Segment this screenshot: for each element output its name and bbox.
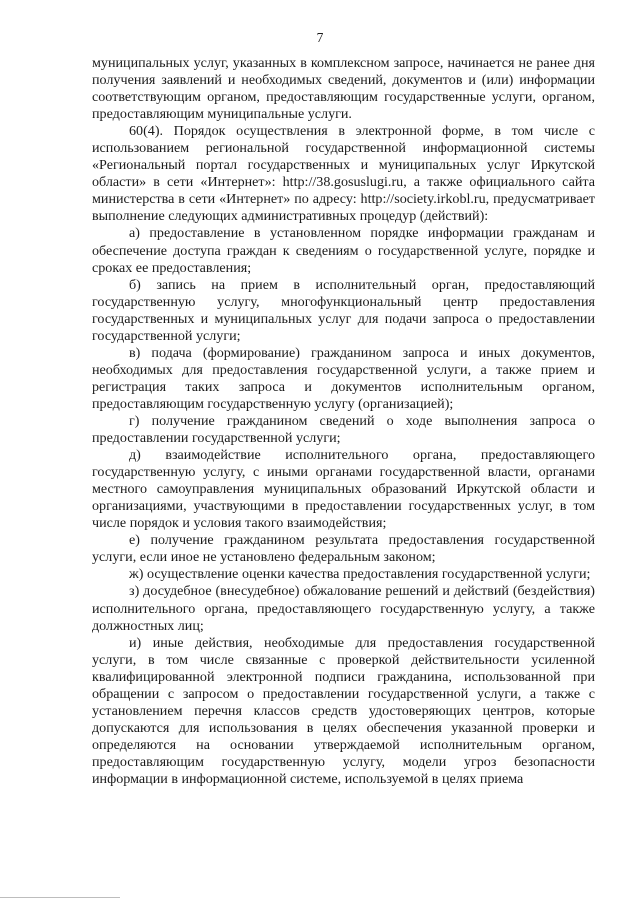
list-item-a: а) предоставление в установленном порядке информации гражданам и обеспечение доступа граждан к сведениям о государственной услуге, порядке и сроках ее предоставления; [92,225,595,276]
list-item-v: в) подача (формирование) гражданином запроса и иных документов, необходимых для предоставления государственной услуги, а также прием и регистрация таких запроса и документов исполнительным органом, предоставляющим государственную услугу (организацией); [92,344,595,412]
list-item-b: б) запись на прием в исполнительный орган, предоставляющий государственную услугу, многофункциональный центр предоставления государственных и муниципальных услуг для подачи запроса о предоставлении государственной услуги; [92,276,595,344]
list-item-g: г) получение гражданином сведений о ходе выполнения запроса о предоставлении государственной услуги; [92,412,595,447]
list-item-zh: ж) осуществление оценки качества предоставления государственной услуги; [129,566,591,583]
list-item-z: з) досудебное (внесудебное) обжалование решений и действий (бездействия) исполнительного органа, предоставляющего государственную услугу, а также должностных лиц; [92,583,595,634]
list-item-e: е) получение гражданином результата предоставления государственной услуги, если иное не установлено федеральным законом; [92,532,595,566]
list-item-i: и) иные действия, необходимые для предоставления государственной услуги, в том числе связанные с проверкой действительности усиленной квалифицированной электронной подписи гражданина, использованной при обращении с запросом о предоставлении государственной услуги, а также с установлением перечня классов средств удостоверяющих центров, которые допускаются для использования в целях обеспечения указанной проверки и определяются на основании утверждаемой исполнительным органом, предоставляющим государственную услугу, модели угроз безопасности информации в информационной системе, используемой в целях приема [92,634,595,787]
paragraph-continuation: муниципальных услуг, указанных в комплексном запросе, начинается не ранее дня получения заявлений и необходимых сведений, документов и (или) информации соответствующим органом, предоставляющим государственные услуги, органом, предоставляющим муниципальные услуги. [92,55,595,123]
paragraph-60-4: 60(4). Порядок осуществления в электронной форме, в том числе с использованием региональной государственной информационной системы «Региональный портал государственных и муниципальных услуг Иркутской области» в сети «Интернет»: http://38.gosuslugi.ru, а также официального сайта министерства в сети «Интернет» по адресу: http://society.irkobl.ru, предусматривает выполнение следующих административных процедур (действий): [92,123,595,225]
page-number: 7 [316,30,324,45]
footnote-divider [0,897,120,898]
list-item-d: д) взаимодействие исполнительного органа, предоставляющего государственную услугу, с иными органами государственной власти, органами местного самоуправления муниципальных образований Иркутской области и организациями, участвующими в предоставлении государственных услуг, в том числе порядок и условия такого взаимодействия; [92,447,595,532]
document-body [92,55,595,788]
